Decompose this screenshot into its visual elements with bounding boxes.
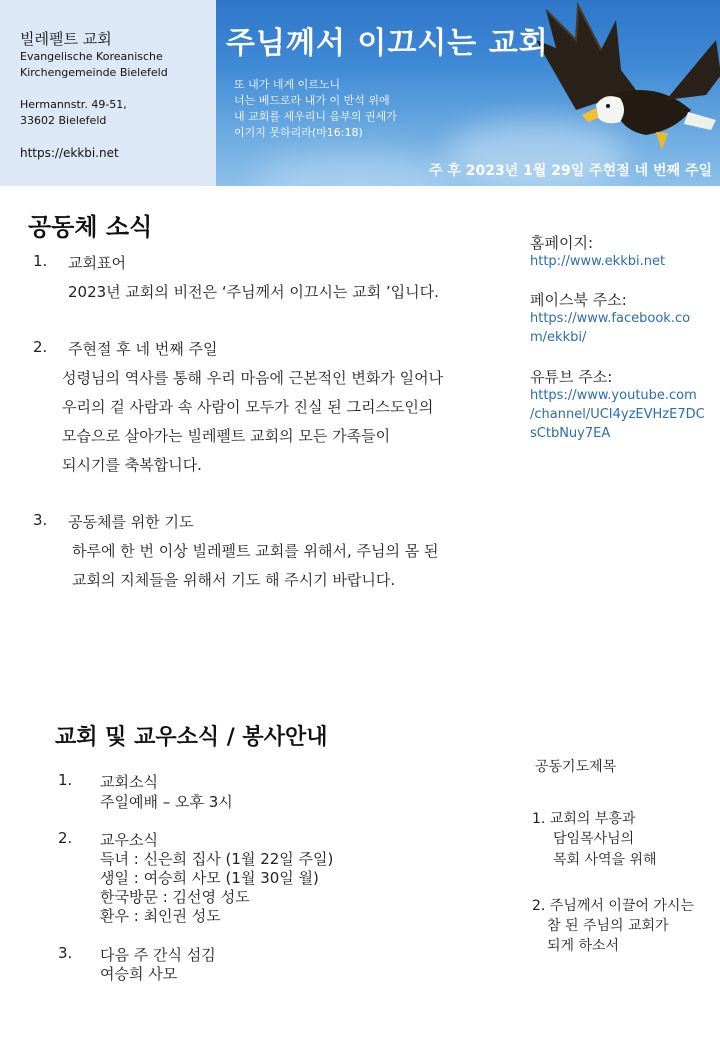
facebook-link[interactable]: m/ekkbi/ xyxy=(530,330,587,345)
youtube-label: 유튜브 주소: xyxy=(530,368,613,386)
news-item-title: 주현절 후 네 번째 주일 xyxy=(68,340,218,358)
church-news-line: 주일예배 – 오후 3시 xyxy=(100,793,233,811)
news-item-title: 공동체를 위한 기도 xyxy=(68,513,194,531)
member-news-line: 교우소식 xyxy=(100,831,158,849)
youtube-link[interactable]: sCtbNuy7EA xyxy=(530,426,611,441)
news-item-text: 하루에 한 번 이상 빌레펠트 교회를 위해서, 주님의 몸 된 xyxy=(72,542,439,560)
news-item-text: 2023년 교회의 비전은 ‘주님께서 이끄시는 교회 ’입니다. xyxy=(68,283,439,301)
prayer-item-line: 목회 사역을 위해 xyxy=(553,852,657,868)
list-number: 2. xyxy=(58,829,73,847)
section-title-community-news: 공동체 소식 xyxy=(28,213,153,241)
address-line-2: 33602 Bielefeld xyxy=(20,114,107,127)
verse-line: 내 교회를 세우리니 음부의 권세가 xyxy=(234,110,397,123)
website-link[interactable]: https://ekkbi.net xyxy=(20,146,119,160)
youtube-link[interactable]: /channel/UCI4yzEVHzE7DC xyxy=(530,407,705,422)
news-item-text: 성령님의 역사를 통해 우리 마음에 근본적인 변화가 일어나 xyxy=(62,369,444,387)
banner-title: 주님께서 이끄시는 교회 xyxy=(226,26,549,61)
prayer-item-line: 1. 교회의 부흥과 xyxy=(532,811,636,827)
church-name-german-line-1: Evangelische Koreanische xyxy=(20,50,163,63)
header-banner xyxy=(216,0,720,186)
section-title-church-news: 교회 및 교우소식 / 봉사안내 xyxy=(55,725,328,750)
list-number: 1. xyxy=(33,252,48,270)
address-line-1: Hermannstr. 49-51, xyxy=(20,98,127,111)
snack-service-line: 다음 주 간식 섬김 xyxy=(100,946,216,964)
facebook-label: 페이스북 주소: xyxy=(530,291,627,309)
verse-line: 이기지 못하리라(마16:18) xyxy=(234,126,363,139)
youtube-link[interactable]: https://www.youtube.com xyxy=(530,388,697,403)
list-number: 3. xyxy=(58,944,73,962)
news-item-text: 우리의 겉 사람과 속 사람이 모두가 진실 된 그리스도인의 xyxy=(62,398,434,416)
snack-service-line: 여승희 사모 xyxy=(100,965,178,983)
church-name-german-line-2: Kirchengemeinde Bielefeld xyxy=(20,66,168,79)
cloud-decoration xyxy=(256,150,456,186)
news-item-title: 교회표어 xyxy=(68,254,126,272)
verse-line: 너는 베드로라 내가 이 반석 위에 xyxy=(234,94,390,107)
news-item-text: 되시기를 축복합니다. xyxy=(62,456,202,474)
member-news-line: 득녀 : 신은희 집사 (1월 22일 주일) xyxy=(100,850,334,868)
list-number: 1. xyxy=(58,771,73,789)
facebook-link[interactable]: https://www.facebook.co xyxy=(530,311,691,326)
news-item-text: 모습으로 살아가는 빌레펠트 교회의 모든 가족들이 xyxy=(62,427,391,445)
member-news-line: 한국방문 : 김선영 성도 xyxy=(100,888,250,906)
member-news-line: 생일 : 여승희 사모 (1월 30일 월) xyxy=(100,869,319,887)
prayer-item-line: 2. 주님께서 이끌어 가시는 xyxy=(532,898,694,914)
prayer-title: 공동기도제목 xyxy=(535,759,617,775)
homepage-label: 홈페이지: xyxy=(530,234,594,252)
list-number: 2. xyxy=(33,338,48,356)
prayer-item-line: 담임목사님의 xyxy=(553,831,635,847)
news-item-text: 교회의 지체들을 위해서 기도 해 주시기 바랍니다. xyxy=(72,571,396,589)
church-news-line: 교회소식 xyxy=(100,773,158,791)
verse-line: 또 내가 네게 이르노니 xyxy=(234,78,341,91)
list-number: 3. xyxy=(33,511,48,529)
sunday-date-line: 주 후 2023년 1월 29일 주현절 네 번째 주일 xyxy=(429,163,712,179)
prayer-item-line: 참 된 주님의 교회가 xyxy=(547,918,669,934)
church-name: 빌레펠트 교회 xyxy=(20,30,112,48)
prayer-item-line: 되게 하소서 xyxy=(547,938,620,954)
member-news-line: 환우 : 최인권 성도 xyxy=(100,907,221,925)
homepage-link[interactable]: http://www.ekkbi.net xyxy=(530,254,666,269)
